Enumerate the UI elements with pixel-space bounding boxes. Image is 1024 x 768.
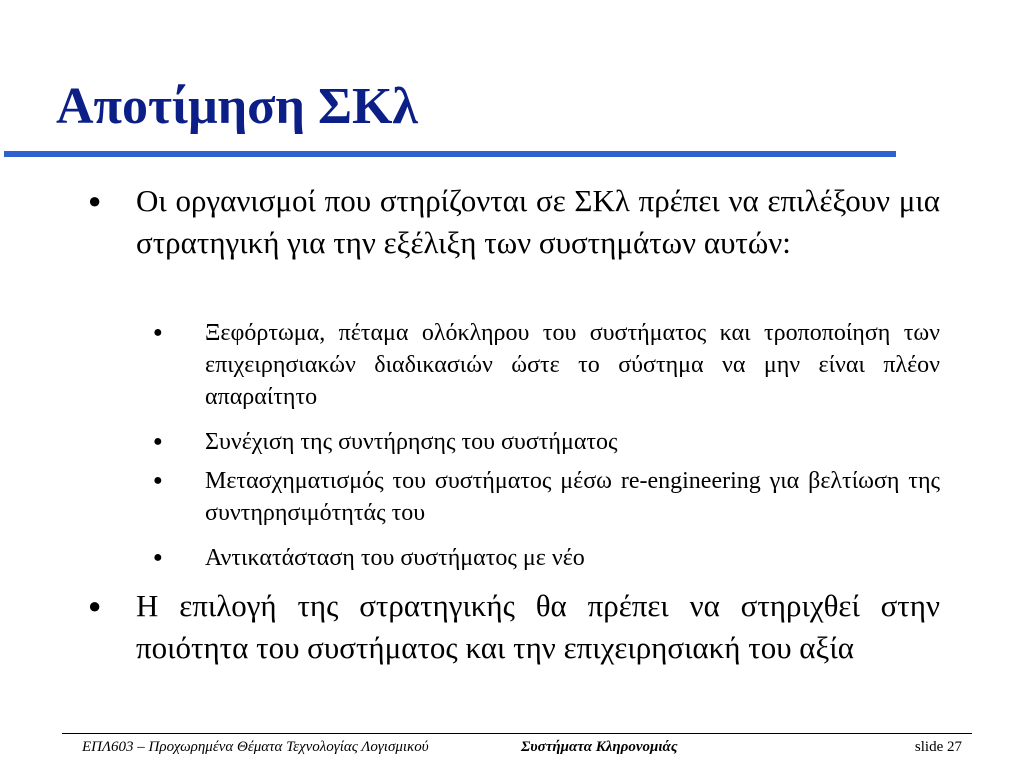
sub-bullet-item: Συνέχιση της συντήρησης του συστήματος xyxy=(205,429,618,455)
title-underline xyxy=(4,151,896,157)
footer-course: ΕΠΛ603 – Προχωρημένα Θέματα Τεχνολογίας Λογισμικού xyxy=(82,739,429,755)
sub-bullet-item: Αντικατάσταση του συστήματος με νέο xyxy=(205,545,585,571)
sub-bullet-marker: ● xyxy=(153,472,163,489)
bullet-marker: ● xyxy=(88,188,102,213)
bullet-marker: ● xyxy=(88,593,102,618)
sub-bullet-item: Ξεφόρτωμα, πέταμα ολόκληρου του συστήματος και τροποποίηση των επιχειρησιακών διαδικασιών ώστε το σύστημα να μην είναι πλέον απαραίτητο xyxy=(205,320,940,410)
footer-divider xyxy=(62,733,972,734)
slide-title: Αποτίμηση ΣΚλ xyxy=(56,78,418,135)
bullet-item: Η επιλογή της στρατηγικής θα πρέπει να στηριχθεί στην ποιότητα του συστήματος και την επιχειρησιακή του αξία xyxy=(136,588,940,665)
sub-bullet-marker: ● xyxy=(153,549,163,566)
footer-topic: Συστήματα Κληρονομιάς xyxy=(521,739,678,755)
bullet-item: Οι οργανισμοί που στηρίζονται σε ΣΚλ πρέπει να επιλέξουν μια στρατηγική για την εξέλιξη των συστημάτων αυτών: xyxy=(136,183,940,260)
sub-bullet-marker: ● xyxy=(153,433,163,450)
sub-bullet-item: Μετασχηματισμός του συστήματος μέσω re-engineering για βελτίωση της συντηρησιμότητάς του xyxy=(205,468,940,526)
slide-number: slide 27 xyxy=(914,739,962,755)
sub-bullet-marker: ● xyxy=(153,324,163,341)
